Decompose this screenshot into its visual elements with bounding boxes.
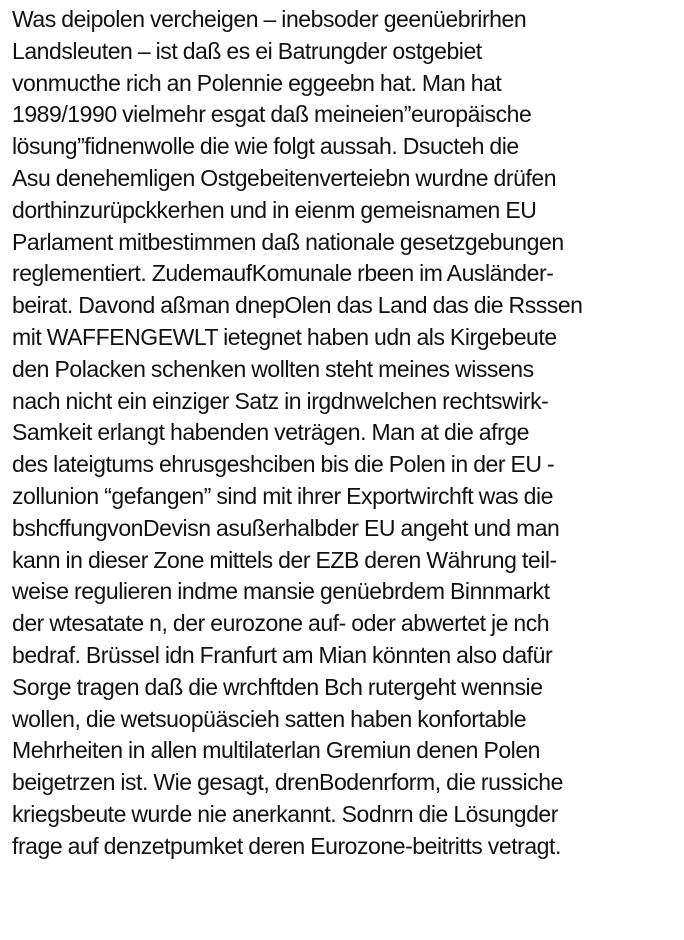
text-line-3: vonmucthe rich an Polennie eggeebn hat. Man hat — [12, 69, 502, 96]
text-line-8: Parlament mitbestimmen daß nationale gesetzgebungen — [12, 228, 564, 255]
text-line-1: Was deipolen vercheigen – inebsoder geenüebrirhen — [12, 6, 527, 32]
text-line-23: wollen, die wetsuopüäscieh satten haben konfortable — [12, 705, 527, 732]
text-line-26: kriegsbeute wurde nie anerkannt. Sodnrn die Lösungder — [12, 800, 558, 827]
text-line-17: bshcffungvonDevisn asußerhalbder EU angeht und man — [12, 514, 560, 541]
text-line-24: Mehrheiten in allen multilaterlan Gremiun denen Polen — [12, 737, 541, 764]
text-line-6: Asu denehemligen Ostgebeitenverteiebn wurdne drüfen — [12, 164, 557, 191]
text-line-20: der wtesatate n, der eurozone auf- oder abwertet je nch — [12, 610, 550, 637]
text-line-27: frage auf denzetpumket deren Eurozone-beitritts vetragt. — [12, 832, 561, 859]
text-line-11: mit WAFFENGEWLT ietegnet haben udn als Kirgebeute — [12, 323, 557, 350]
text-line-15: des lateigtums ehrusgeshciben bis die Polen in der EU - — [12, 451, 555, 478]
text-line-19: weise regulieren indme mansie genüebrdem Binnmarkt — [12, 578, 550, 605]
text-line-25: beigetrzen ist. Wie gesagt, drenBodenrform, die russiche — [12, 769, 563, 796]
text-line-22: Sorge tragen daß die wrchftden Bch rutergeht wennsie — [12, 673, 543, 700]
text-line-21: bedraf. Brüssel idn Franfurt am Mian könnten also dafür — [12, 641, 553, 668]
text-line-12: den Polacken schenken wollten steht meines wissens — [12, 355, 534, 382]
text-line-18: kann in dieser Zone mittels der EZB deren Währung teil- — [12, 546, 557, 573]
body-paragraph — [12, 4, 680, 863]
text-line-14: Samkeit erlangt habenden veträgen. Man at die afrge — [12, 419, 529, 446]
text-line-16: zollunion “gefangen” sind mit ihrer Exportwirchft was die — [12, 482, 553, 509]
text-line-10: beirat. Davond aßman dnepOlen das Land das die Rsssen — [12, 292, 583, 319]
text-line-5: lösung”fidnenwolle die wie folgt aussah. Dsucteh die — [12, 133, 519, 160]
text-line-4: 1989/1990 vielmehr esgat daß meineien”europäische — [12, 101, 532, 128]
text-line-13: nach nicht ein einziger Satz in irgdnwelchen rechtswirk- — [12, 387, 549, 414]
text-line-7: dorthinzurüpckkerhen und in eienm gemeisnamen EU — [12, 196, 537, 223]
text-line-2: Landsleuten – ist daß es ei Batrungder ostgebiet — [12, 37, 482, 64]
text-line-9: reglementiert. ZudemaufKomunale rbeen im Ausländer- — [12, 260, 554, 287]
